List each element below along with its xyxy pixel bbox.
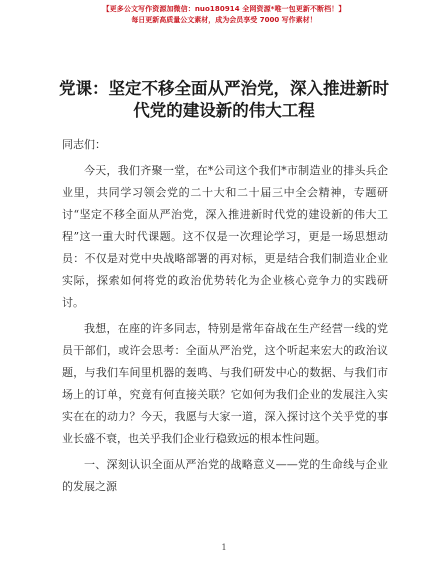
page-number: 1 [221,543,227,552]
promo-banner-line1: 【更多公文写作资源加微信：nuo180914 全网资源*唯一包更新不断档！】 [102,5,346,13]
document-body [62,134,388,498]
document-title [40,78,408,122]
section-heading: 一、深刻认识全面从严治党的战略意义——党的生命线与企业的发展之源 [62,458,388,493]
body-paragraph-2: 我想，在座的许多同志，特别是常年奋战在生产经营一线的党员干部们，或许会思考：全面从严治党，这个听起来宏大的政治议题，与我们车间里机器的轰鸣、与我们研发中心的数据、与我们市场上的订单，究竟有何直接关联？它如何为我们企业的发展注入实实在在的动力？今天，我愿与大家一道，深入探讨这个关乎党的事业长盛不衰，也关乎我们企业行稳致远的根本性问题。 [62,322,388,445]
document-title-line1: 党课：坚定不移全面从严治党，深入推进新时 [59,79,389,98]
document-title-line2: 代党的建设新的伟大工程 [133,101,315,120]
promo-banner-line2: 每日更新高质量公文素材，成为会员享受 7000 写作素材！ [131,16,317,24]
promo-banner [0,4,448,26]
salutation: 同志们： [62,138,106,151]
body-paragraph-1: 今天，我们齐聚一堂，在*公司这个我们*市制造业的排头兵企业里，共同学习领会党的二十大和二十届三中全会精神，专题研讨“坚定不移全面从严治党，深入推进新时代党的建设新的伟大工程”这一重大时代课题。这不仅是一次理论学习，更是一场思想动员：不仅是对党中央战略部署的再对标，更是结合我们制造业企业实际，探索如何将党的政治优势转化为企业核心竞争力的实践研讨。 [62,164,388,309]
